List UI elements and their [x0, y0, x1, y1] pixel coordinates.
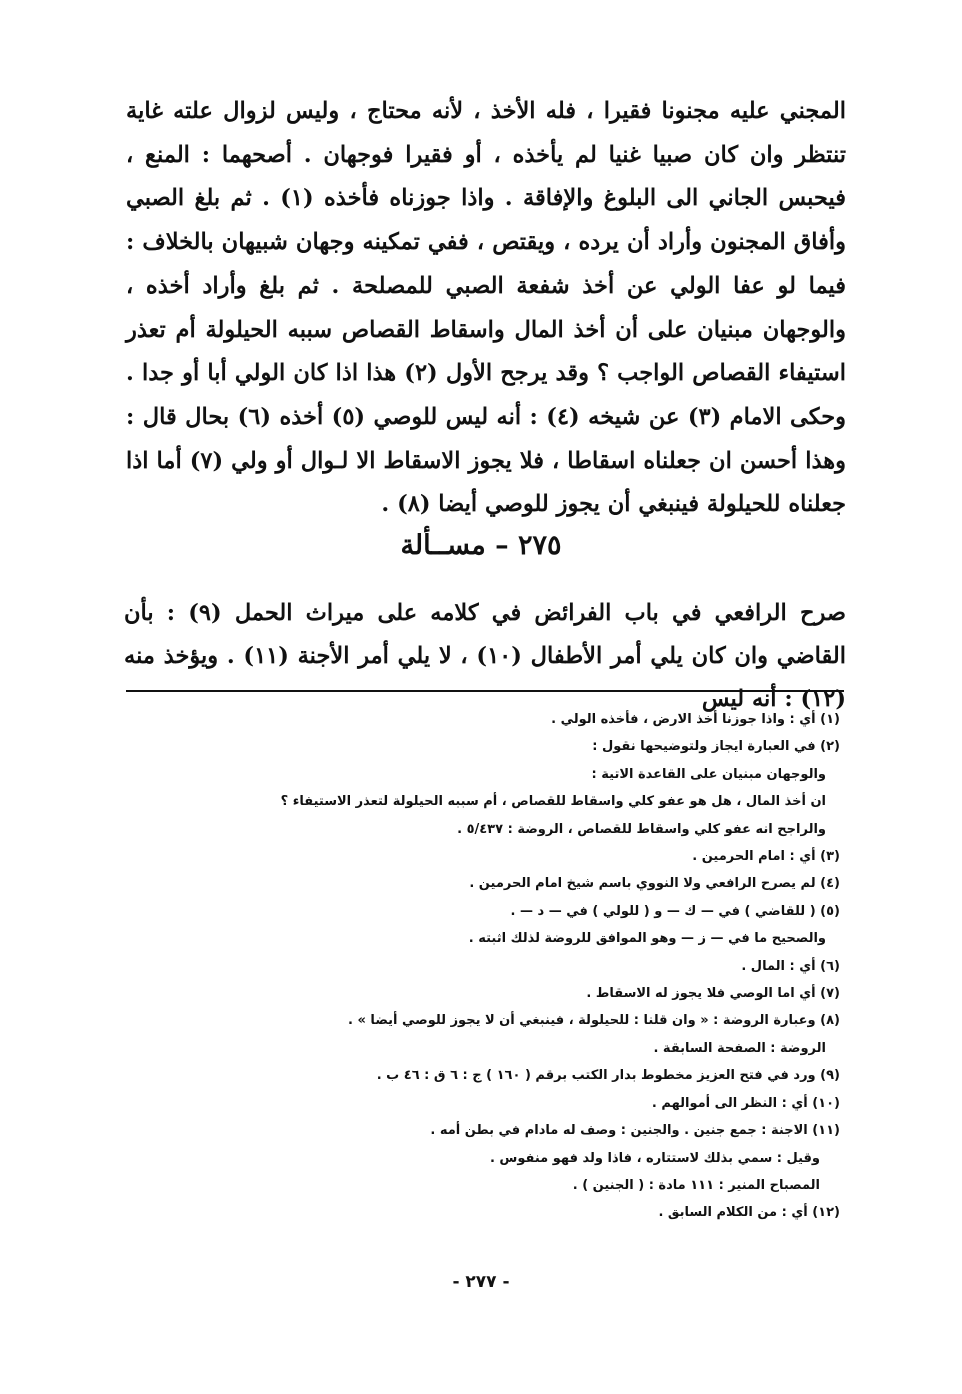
footnote-line: (٧) أي اما الوصي فلا يجوز له الاسقاط . — [586, 986, 840, 1002]
footnote-line: (٣) أي : امام الحرمين . — [692, 849, 840, 865]
main-paragraph: المجني عليه مجنونا فقيرا ، فله الأخذ ، لأنه محتاج ، وليس لزوال علته غاية تنتظر وان كان صبيا غنيا لم يأخذه ، أو فقيرا فوجهان . أصحهما : المنع ، فيحبس الجاني الى البلوغ والإفاقة . واذا جوزناه فأخذه (١) . ثم بلغ الصبي وأفاق المجنون وأراد أن يرده ، ويقتص ، ففي تمكينه وجهان شبيهان بالخلاف : فيما لو عفا الولي عن أخذ شفعة الصبي للمصلحة . ثم بلغ وأراد أخذه ، والوجهان مبنيان على أن أخذ المال واسقاط القصاص سببه الحيلولة أم تعذر استيفاء القصاص الواجب ؟ وقد يرجح الأول (٢) هذا اذا كان الولي أبا أو جدا . وحكى الامام (٣) عن شيخه (٤) : أنه ليس للوصي (٥) أخذه (٦) بحال قال : وهذا أحسن ان جعلناه اسقاطا ، فلا يجوز الاسقاط الا لـوال أو ولي (٧) أما اذا جعلناه للحيلولة فينبغي أن يجوز للوصي أيضا (٨) . — [126, 98, 847, 518]
footnote-line: والوجهان مبنيان على القاعدة الاتية : — [591, 766, 826, 782]
footnote-line: (١٢) أي : من الكلام السابق . — [658, 1205, 840, 1221]
footnote-line: (٨) وعبارة الروضة : « وان قلنا : للحيلولة ، فينبغي أن لا يجوز للوصي أيضا » . — [348, 1013, 840, 1029]
footnote-line: (١١) الاجنة : جمع جنين . والجنين : وصف له مادام في بطن أمه . — [430, 1123, 840, 1139]
footnote-line: (٢) في العبارة ايجاز ولتوضيحها نقول : — [592, 739, 840, 755]
footnote-line: والراجح انه عفو كلي واسقاط للقصاص ، الروضة : ٥/٤٣٧ . — [457, 821, 826, 837]
footnotes — [110, 706, 840, 1227]
footnote-separator — [126, 690, 844, 692]
section-paragraph: صرح الرافعي في باب الفرائض في كلامه على ميراث الحمل (٩) : بأن القاضي وان كان يلي أمر الأطفال (١٠) ، لا يلي أمر الأجنة (١١) . ويؤخذ منه (١٢) : أنه ليس — [124, 600, 846, 712]
footnote-line: (١) أي : واذا جوزنا أخذ الارض ، فأخذه الولي . — [551, 712, 840, 727]
footnote-line: والصحيح ما في — ز — وهو الموافق للروضة لذلك اثبته . — [468, 931, 826, 947]
page-number: - ٢٧٧ - — [452, 1272, 510, 1292]
footnote-line: ان أخذ المال ، هل هو عفو كلي واسقاط للقصاص ، أم سببه الحيلولة لتعذر الاستيفاء ؟ — [280, 794, 826, 810]
footnote-line: (٦) أي : المال . — [741, 958, 840, 974]
footnote-line: الروضة : الصفحة السابقة . — [653, 1040, 826, 1056]
footnote-line: (٤) لم يصرح الرافعي ولا النووي باسم شيخ امام الحرمين . — [469, 876, 840, 892]
footnote-line: (١٠) أي : النظر الى أموالهم . — [651, 1095, 840, 1111]
footnote-line: المصباح المنير : ١١١ مادة : ( الجنين ) . — [572, 1177, 820, 1193]
section-heading: ٢٧٥ – مســألة — [400, 530, 562, 561]
footnote-line: (٥) ( للقاضي ) في — ك — و ( للولي ) في — د — . — [510, 903, 840, 919]
footnote-line: وقيل : سمي بذلك لاستتاره ، فاذا ولد فهو منفوس . — [489, 1150, 820, 1166]
section-text-block — [124, 592, 846, 721]
footnote-line: (٩) ورد في فتح العزيز مخطوط بدار الكتب برقم ( ١٦٠ ) ج : ٦ ق : ٤٦ ب . — [376, 1068, 840, 1084]
main-text-block — [126, 90, 846, 527]
